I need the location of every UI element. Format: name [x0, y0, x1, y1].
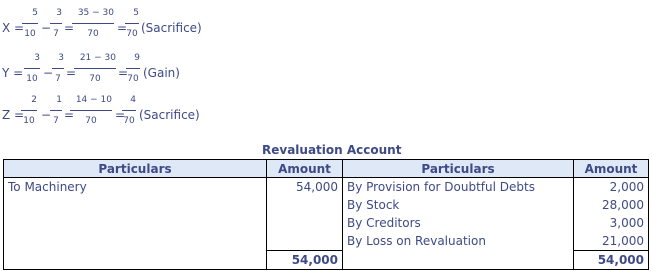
formula-x-fraction-4: 5 70	[126, 8, 139, 39]
formula-z-fraction-1: 2 10	[21, 95, 37, 127]
table-row	[4, 178, 649, 197]
credit-particular: By Provision for Doubtful Debts	[343, 178, 574, 197]
formula-x-fraction-1: 5 10	[22, 8, 38, 40]
revaluation-account-table	[3, 159, 649, 270]
formula-x-lhs: X =	[2, 21, 25, 35]
credit-amount: 2,000	[574, 178, 649, 197]
equals-sign: =	[118, 66, 129, 80]
header-amount-debit: Amount	[267, 160, 343, 178]
equals-sign: =	[64, 21, 75, 35]
credit-particular: By Creditors	[343, 214, 574, 232]
table-row	[4, 214, 649, 232]
account-title: Revaluation Account	[262, 143, 402, 157]
minus-sign: −	[41, 21, 52, 35]
formula-y	[0, 53, 320, 93]
formula-x-tag: (Sacrifice)	[141, 21, 202, 35]
credit-total: 54,000	[574, 251, 649, 270]
credit-amount: 3,000	[574, 214, 649, 232]
formula-z-fraction-2: 1 7	[50, 95, 62, 127]
credit-particular: By Stock	[343, 196, 574, 214]
credit-particular: By Loss on Revaluation	[343, 232, 574, 251]
formula-y-fraction-3: 21 − 30 70	[74, 53, 116, 85]
equals-sign: =	[64, 108, 75, 122]
formula-y-tag: (Gain)	[143, 66, 180, 80]
table-row	[4, 196, 649, 214]
formula-z-tag: (Sacrifice)	[139, 108, 200, 122]
formula-z-lhs: Z =	[2, 108, 25, 122]
formula-y-fraction-1: 3 10	[24, 53, 40, 85]
totals-row	[4, 251, 649, 270]
header-particulars-debit: Particulars	[4, 160, 267, 178]
debit-amount: 54,000	[267, 178, 343, 197]
formula-z	[0, 95, 320, 135]
formula-x-fraction-3: 35 − 30 70	[72, 8, 114, 40]
equals-sign: =	[117, 21, 128, 35]
table-header-row	[4, 160, 649, 178]
debit-total: 54,000	[267, 251, 343, 270]
formula-x-fraction-2: 3 7	[50, 8, 62, 40]
formula-y-fraction-2: 3 7	[52, 53, 64, 85]
debit-particular: To Machinery	[4, 178, 267, 197]
formula-z-fraction-4: 4 70	[123, 95, 136, 126]
minus-sign: −	[41, 108, 52, 122]
minus-sign: −	[43, 66, 54, 80]
table-row	[4, 232, 649, 251]
formula-x	[0, 8, 320, 48]
equals-sign: =	[66, 66, 77, 80]
credit-amount: 21,000	[574, 232, 649, 251]
formula-y-lhs: Y =	[2, 66, 24, 80]
credit-amount: 28,000	[574, 196, 649, 214]
header-amount-credit: Amount	[574, 160, 649, 178]
formula-y-fraction-4: 9 70	[127, 53, 140, 84]
equals-sign: =	[115, 108, 126, 122]
header-particulars-credit: Particulars	[343, 160, 574, 178]
formula-z-fraction-3: 14 − 10 70	[70, 95, 112, 127]
